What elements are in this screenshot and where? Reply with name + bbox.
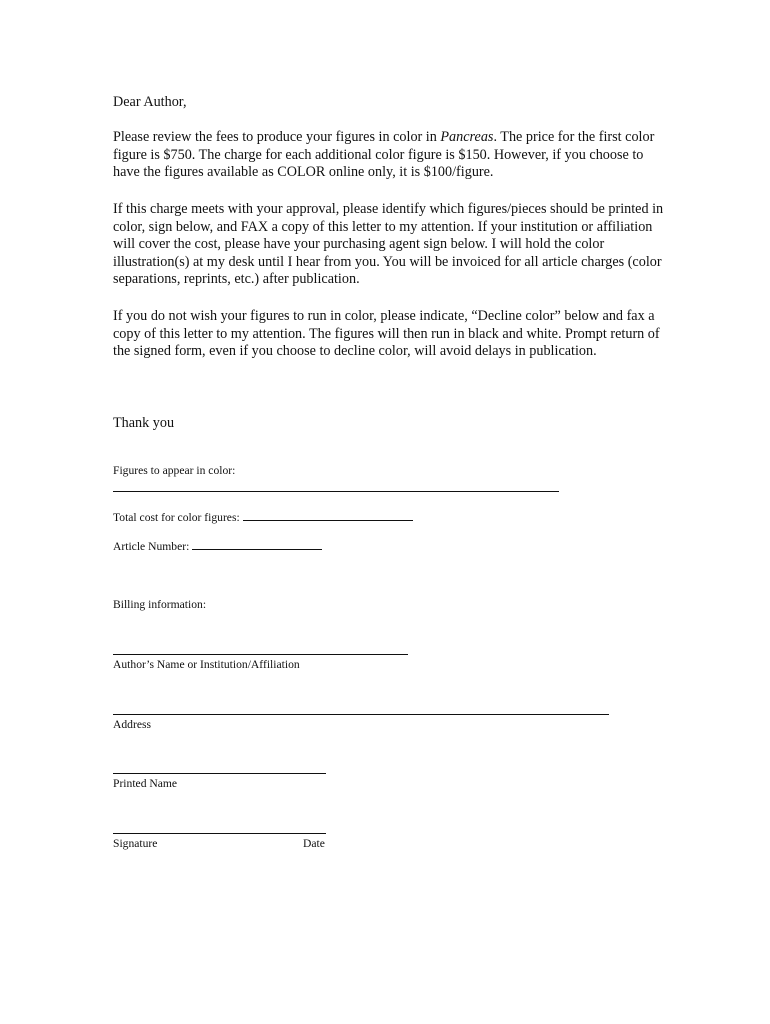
billing-label: Billing information:: [113, 598, 207, 611]
signature-input-line[interactable]: [113, 833, 326, 834]
fee-paragraph-lead: Please review the fees to produce your figures in color in: [113, 129, 441, 145]
printed-name-label: Printed Name: [113, 777, 178, 790]
author-input-line[interactable]: [113, 654, 408, 655]
author-label: Author’s Name or Institution/Affiliation: [113, 658, 300, 671]
total-cost-input-line[interactable]: [243, 510, 413, 521]
article-number-input-line[interactable]: [192, 539, 322, 550]
journal-name: Pancreas: [440, 129, 494, 145]
article-number-row: [113, 539, 322, 554]
fee-paragraph-tail: . The price for the first color figure is $750. The charge for each additional color figure is $150. However, if you choose to have the figures available as COLOR online only, it is $100/figure.: [113, 129, 655, 181]
closing: Thank you: [113, 415, 175, 431]
date-label: Date: [303, 837, 325, 850]
address-label: Address: [113, 718, 151, 731]
fee-paragraph: [113, 129, 661, 182]
figures-label: Figures to appear in color:: [113, 464, 236, 477]
figures-input-line[interactable]: [113, 491, 559, 492]
total-cost-label: Total cost for color figures:: [113, 511, 240, 524]
greeting: Dear Author,: [113, 94, 187, 110]
total-cost-row: [113, 510, 413, 525]
address-input-line[interactable]: [113, 714, 609, 715]
article-number-label: Article Number:: [113, 540, 190, 553]
approval-paragraph: If this charge meets with your approval, please identify which figures/pieces should be printed in color, sign below, and FAX a copy of this letter to my attention. If your institution or affiliation will cover the cost, please have your purchasing agent sign below. I will hold the color illustration(s) at my desk until I hear from you. You will be invoiced for all article charges (color separations, reprints, etc.) after publication.: [113, 201, 664, 288]
printed-name-input-line[interactable]: [113, 773, 326, 774]
decline-paragraph: If you do not wish your figures to run in color, please indicate, “Decline color” below and fax a copy of this letter to my attention. The figures will then run in black and white. Prompt return of the signed form, even if you choose to decline color, will avoid delays in publication.: [113, 308, 660, 360]
signature-label: Signature: [113, 837, 158, 850]
